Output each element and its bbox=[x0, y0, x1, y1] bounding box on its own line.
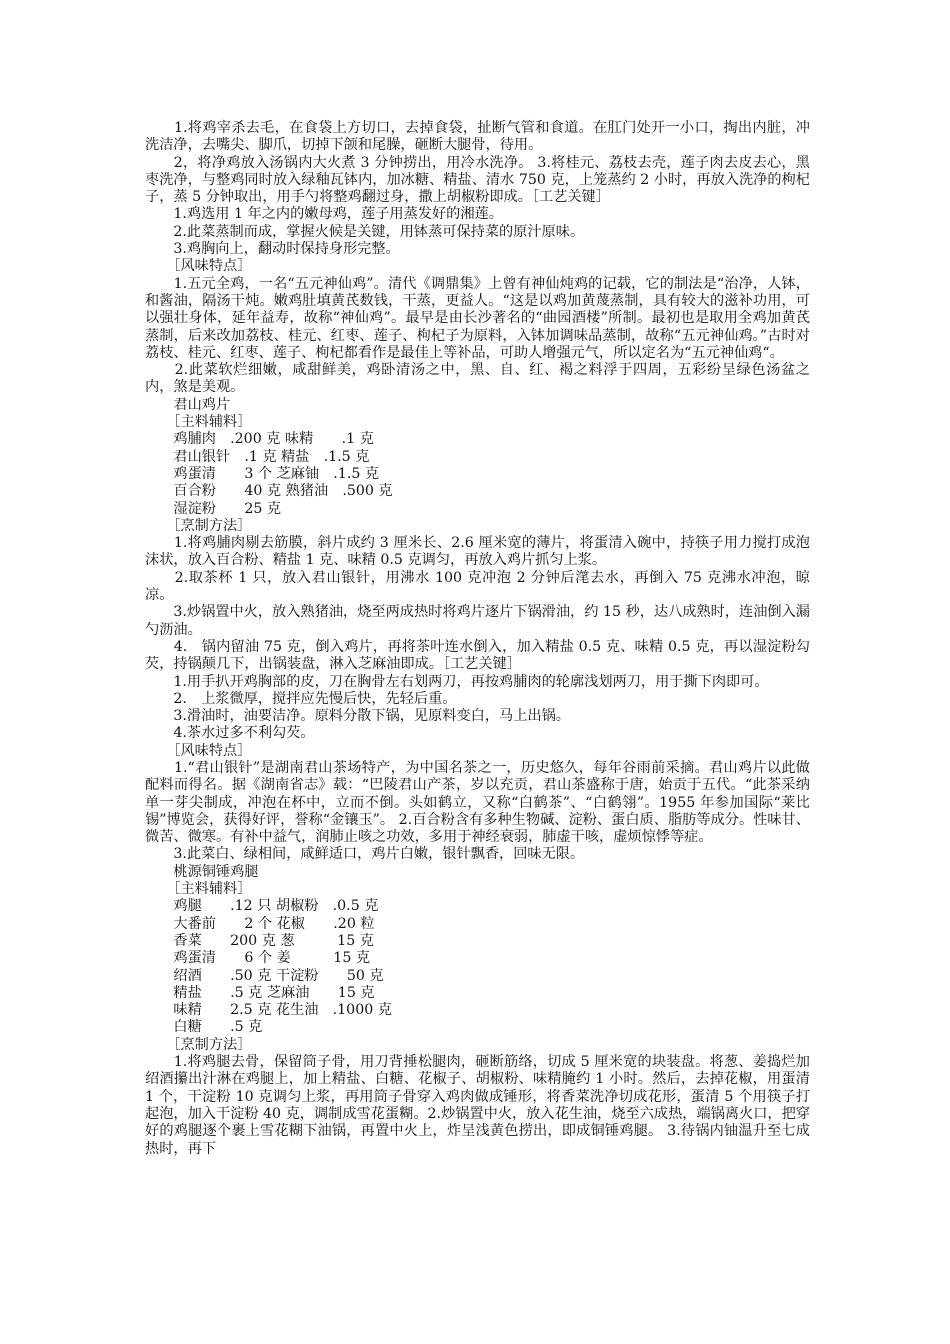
ingredient-line: 鸡腿 .12 只 胡椒粉 .0.5 克 bbox=[145, 898, 379, 915]
ingredient-line: 百合粉 40 克 熟猪油 .500 克 bbox=[145, 483, 393, 500]
ingredient-line: 湿淀粉 25 克 bbox=[145, 500, 282, 517]
section-heading: ［主料辅料］ bbox=[145, 414, 252, 431]
paragraph: 2.此菜软烂细嫩，咸甜鲜美，鸡卧清汤之中，黑、自、红、褐之料浮于四周，五彩纷呈绿色汤盆之内，煞是美观。 bbox=[145, 362, 810, 396]
ingredient-line: 君山银针 .1 克 精盐 .1.5 克 bbox=[145, 448, 370, 465]
paragraph: 1.将鸡宰杀去毛，在食袋上方切口，去掉食袋，扯断气管和食道。在肛门处开一小口，掏出内脏，冲洗洁净，去嘴尖、脚爪，切掉下颌和尾臊，砸断大腿骨，待用。 bbox=[145, 120, 810, 154]
paragraph: 2.此菜蒸制而成，掌握火候是关键，用钵蒸可保持菜的原汁原味。 bbox=[145, 223, 585, 240]
paragraph: 1.鸡选用 1 年之内的嫩母鸡，莲子用蒸发好的湘莲。 bbox=[145, 206, 503, 223]
ingredient-line: 鸡蛋清 3 个 芝麻铀 .1.5 克 bbox=[145, 465, 380, 482]
paragraph: 1.用手扒开鸡胸部的皮，刀在胸骨左右划两刀，再按鸡脯肉的轮廓浅划两刀，用于撕下肉即可。 bbox=[145, 673, 769, 690]
document-body bbox=[145, 120, 810, 1158]
ingredient-line: 香菜 200 克 葱 15 克 bbox=[145, 932, 374, 949]
paragraph: 2.取茶杯 1 只，放入君山银针，用沸水 100 克冲泡 2 分钟后滗去水，再倒入 75 克沸水冲泡，晾凉。 bbox=[145, 569, 810, 604]
ingredient-line: 白糖 .5 克 bbox=[145, 1019, 263, 1036]
section-heading: ［风味特点］ bbox=[145, 258, 252, 275]
paragraph: 3.滑油时，油要洁净。原料分散下锅，见原料变白，马上出锅。 bbox=[145, 708, 570, 725]
section-heading: ［烹制方法］ bbox=[145, 1036, 252, 1053]
paragraph: 1.将鸡脯肉剔去筋膜，斜片成约 3 厘米长、2.6 厘米宽的薄片，将蛋清入碗中，持筷子用力搅打成泡沫状，放入百合粉、精盐 1 克、味精 0.5 克调匀，再放入鸡片抓匀上浆。 bbox=[145, 535, 810, 569]
recipe-title: 君山鸡片 bbox=[145, 396, 231, 413]
recipe-title: 桃源铜锤鸡腿 bbox=[145, 863, 259, 880]
ingredient-line: 味精 2.5 克 花生油 .1000 克 bbox=[145, 1002, 392, 1019]
ingredient-line: 绍酒 .50 克 干淀粉 50 克 bbox=[145, 967, 384, 984]
paragraph: 3.此菜白、绿相间，咸鲜适口，鸡片白嫩，银针飘香，回味无限。 bbox=[145, 846, 585, 863]
paragraph: 3.炒锅置中火，放入熟猪油，烧至两成热时将鸡片逐片下锅滑油，约 15 秒，达八成熟时，连油倒入漏勺沥油。 bbox=[145, 604, 810, 638]
paragraph: 1.“君山银针”是湖南君山茶场特产，为中国名茶之一，历史悠久，每年谷雨前采摘。君山鸡片以此做配料而得名。据《湖南省志》载：“巴陵君山产茶，岁以充贡，君山茶盛称于唐，始贡于五代。“此茶采纳单一芽尖制成，冲泡在杯中，立而不倒。头如鹤立，又称“白鹤茶”、“白鹤翎”。1955 年参加国际“莱比锡”博览会，获得好评，誉称“金镶玉”。 2.百合粉含有多种生物碱、淀粉、蛋白质、脂肪等成分。性味甘、微苦、微寒。有补中益气，润肺止咳之功效，多用于神经衰弱，肺虚干咳，虚烦惊悸等症。 bbox=[145, 759, 810, 846]
ingredient-line: 精盐 .5 克 芝麻油 15 克 bbox=[145, 984, 375, 1001]
ingredient-line: 鸡脯肉 .200 克 味精 .1 克 bbox=[145, 431, 374, 448]
section-heading: ［主料辅料］ bbox=[145, 881, 252, 898]
ingredient-line: 大番前 2 个 花椒 .20 粒 bbox=[145, 915, 375, 932]
paragraph: 4.茶水过多不利勾芡。 bbox=[145, 725, 315, 742]
paragraph: 4. 锅内留油 75 克，倒入鸡片，再将茶叶连水倒入，加入精盐 0.5 克、味精 0.5 克，再以湿淀粉勾芡，持锅颠几下，出锅装盘，淋入芝麻油即成。［工艺关键］ bbox=[145, 638, 810, 673]
ingredient-line: 鸡蛋清 6 个 姜 15 克 bbox=[145, 950, 371, 967]
paragraph: 1.将鸡腿去骨，保留筒子骨，用刀背捶松腿肉，砸断筋络，切成 5 厘米宽的块装盘。将葱、姜捣烂加绍酒攥出汁淋在鸡腿上，加上精盐、白糖、花椒子、胡椒粉、味精腌约 1 小时。然后，去掉花椒，用蛋清 1 个，干淀粉 10 克调匀上浆，再用筒子骨穿入鸡肉做成锤形，将香菜洗净切成花形，蛋清 5 个用筷子打起泡，加入干淀粉 40 克，调制成雪花蛋糊。2.炒锅置中火，放入花生油，烧至六成热，端锅离火口，把穿好的鸡腿逐个裹上雪花糊下油锅，再置中火上，炸呈浅黄色捞出，即成铜锤鸡腿。 3.待锅内铀温升至七成热时，再下 bbox=[145, 1054, 810, 1157]
paragraph: 2，将净鸡放入汤锅内大火煮 3 分钟捞出，用冷水洗净。 3.将桂元、荔枝去壳，莲子肉去皮去心，黑枣洗净，与整鸡同时放入绿釉瓦钵内，加冰糖、精盐、清水 750 克，上笼蒸约 2 小时，再放入洗净的枸杞子，蒸 5 分钟取出，用手勺将整鸡翻过身，撒上胡椒粉即成。［工艺关键］ bbox=[145, 154, 810, 206]
paragraph: 1.五元全鸡，一名“五元神仙鸡”。清代《调鼎集》上曾有神仙炖鸡的记载，它的制法是“治净，人钵，和酱油，隔汤干炖。嫩鸡肚填黄芪数钱，干蒸，更益人。“这是以鸡加黄蔑蒸制，具有较大的滋补功用，可以强壮身体，延年益寿，故称“神仙鸡”。最早是由长沙著名的“曲园酒楼”所制。最初也是取用全鸡加黄芪蒸制，后来改加荔枝、桂元、红枣、莲子、枸杞子为原料，入钵加调味品蒸制，故称“五元神仙鸡。”古时对荔枝、桂元、红枣、莲子、枸杞都看作是最佳上等补品，可助人增强元气，所以定名为“五元神仙鸡“。 bbox=[145, 275, 810, 361]
paragraph: 3.鸡胸向上，翻动时保持身形完整。 bbox=[145, 241, 400, 258]
section-heading: ［烹制方法］ bbox=[145, 517, 252, 534]
section-heading: ［风味特点］ bbox=[145, 742, 252, 759]
paragraph: 2. 上浆微厚，搅拌应先慢后快，先轻后重。 bbox=[145, 690, 457, 707]
